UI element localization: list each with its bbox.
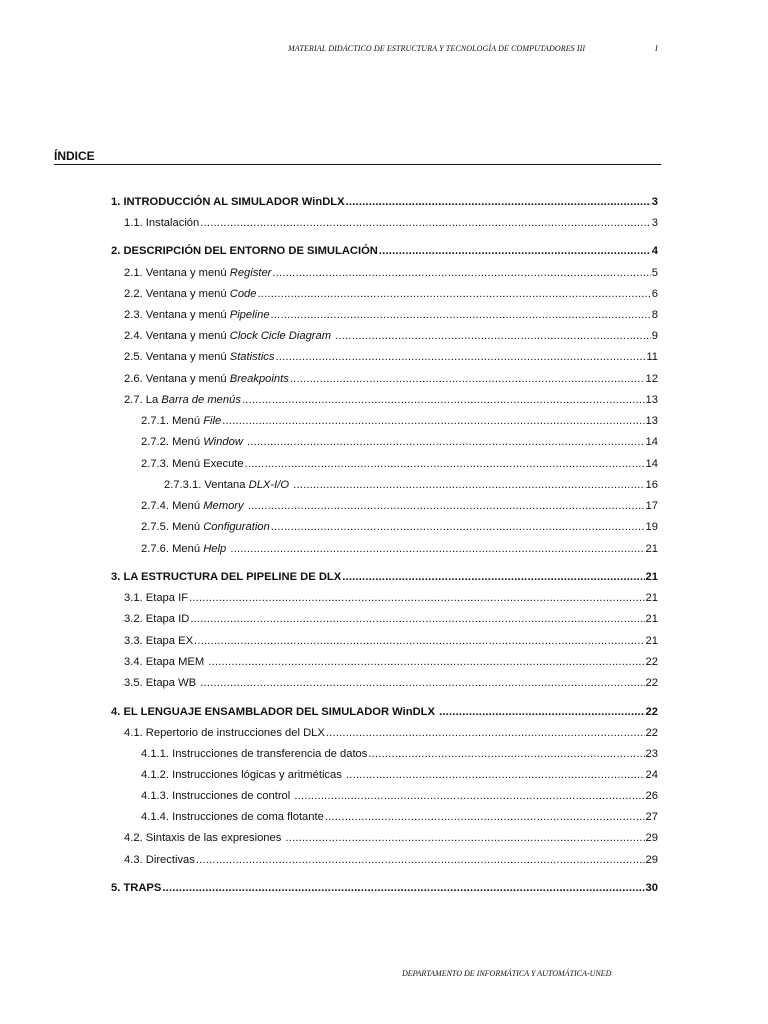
toc-entry [124, 634, 658, 648]
toc-entry-label: 2.7.1. Menú File [141, 415, 222, 427]
toc-entry-label: 2.4. Ventana y menú Clock Cicle Diagram [124, 330, 332, 342]
toc-entry [141, 520, 658, 534]
toc-leader-dots [379, 244, 651, 258]
toc-page-number: 26 [645, 790, 658, 802]
toc-leader-dots [230, 542, 644, 556]
toc-entry-label: 2.7.2. Menú Window [141, 436, 243, 448]
toc-entry-label: 1.1. Instalación [124, 217, 200, 229]
toc-entry-label: 4.3. Directivas [124, 854, 195, 866]
toc-entry [124, 393, 658, 407]
toc-entry [141, 747, 658, 761]
toc-entry [141, 435, 658, 449]
toc-entry [124, 676, 658, 690]
toc-page-number: 21 [645, 571, 658, 583]
toc-page-number: 14 [645, 458, 658, 470]
toc-entry-label: 4. EL LENGUAJE ENSAMBLADOR DEL SIMULADOR WinDLX [111, 706, 435, 718]
toc-page-number: 22 [645, 677, 658, 689]
toc-leader-dots [293, 478, 644, 492]
toc-entry-label: 2.5. Ventana y menú Statistics [124, 351, 275, 363]
toc-leader-dots [248, 499, 645, 513]
toc-leader-dots [271, 520, 645, 534]
toc-entry [141, 499, 658, 513]
toc-page-number: 16 [645, 479, 658, 491]
toc-leader-dots [245, 457, 645, 471]
toc-entry-label: 4.1.4. Instrucciones de coma flotante [141, 811, 324, 823]
toc-entry-label: 2.7.5. Menú Configuration [141, 521, 270, 533]
toc-page-number: 17 [645, 500, 658, 512]
toc-page-number: 21 [645, 592, 658, 604]
toc-entry [124, 329, 658, 343]
header-page-number: I [655, 44, 658, 53]
toc-entry [141, 542, 658, 556]
toc-leader-dots [325, 810, 645, 824]
toc-entry-label: 3.5. Etapa WB [124, 677, 197, 689]
page-footer: DEPARTAMENTO DE INFORMÁTICA Y AUTOMÁTICA-UNED [402, 969, 612, 978]
toc-page-number: 30 [645, 882, 658, 894]
toc-entry [111, 195, 658, 209]
toc-page-number: 11 [646, 351, 658, 363]
index-title-rule [54, 164, 661, 165]
toc-page-number: 3 [651, 217, 658, 229]
toc-leader-dots [439, 705, 644, 719]
toc-page-number: 21 [645, 635, 658, 647]
toc-leader-dots [285, 831, 644, 845]
toc-page-number: 3 [651, 196, 658, 208]
toc-entry-label: 2.7.4. Menú Memory [141, 500, 244, 512]
toc-entry [124, 308, 658, 322]
toc-leader-dots [189, 591, 644, 605]
toc-page-number: 23 [645, 748, 658, 760]
toc-page-number: 8 [651, 309, 658, 321]
toc-entry-label: 4.1.2. Instrucciones lógicas y aritméticas [141, 769, 342, 781]
toc-leader-dots [196, 853, 645, 867]
toc-entry-label: 1. INTRODUCCIÓN AL SIMULADOR WinDLX [111, 196, 345, 208]
toc-leader-dots [194, 634, 645, 648]
toc-entry [124, 591, 658, 605]
toc-page-number: 13 [645, 415, 658, 427]
toc-page-number: 29 [645, 854, 658, 866]
toc-entry [124, 350, 658, 364]
toc-entry [141, 768, 658, 782]
toc-entry-label: 2.7. La Barra de menús [124, 394, 241, 406]
toc-entry-label: 3.3. Etapa EX [124, 635, 194, 647]
toc-page-number: 4 [651, 245, 658, 257]
toc-page-number: 21 [645, 613, 658, 625]
toc-leader-dots [257, 287, 650, 301]
toc-page-number: 27 [645, 811, 658, 823]
toc-leader-dots [276, 350, 646, 364]
toc-entry-label: 3.4. Etapa MEM [124, 656, 205, 668]
toc-leader-dots [208, 655, 644, 669]
toc-page-number: 6 [651, 288, 658, 300]
toc-entry [111, 244, 658, 258]
toc-entry [111, 705, 658, 719]
toc-entry [124, 655, 658, 669]
toc-page-number: 9 [651, 330, 658, 342]
toc-entry-label: 2.7.3.1. Ventana DLX-I/O [164, 479, 290, 491]
toc-entry [164, 478, 658, 492]
toc-entry [111, 570, 658, 584]
toc-leader-dots [162, 881, 644, 895]
toc-leader-dots [346, 195, 651, 209]
toc-page-number: 24 [645, 769, 658, 781]
toc-leader-dots [190, 612, 644, 626]
index-title: ÍNDICE [54, 149, 95, 163]
toc-entry [124, 287, 658, 301]
toc-leader-dots [271, 308, 651, 322]
toc-leader-dots [335, 329, 651, 343]
toc-leader-dots [346, 768, 645, 782]
toc-entry-label: 2.6. Ventana y menú Breakpoints [124, 373, 289, 385]
toc-page-number: 13 [645, 394, 658, 406]
toc-entry-label: 4.1.1. Instrucciones de transferencia de datos [141, 748, 368, 760]
toc-leader-dots [272, 266, 650, 280]
toc-page-number: 22 [645, 656, 658, 668]
toc-leader-dots [290, 372, 645, 386]
toc-entry-label: 5. TRAPS [111, 882, 162, 894]
toc-entry [124, 726, 658, 740]
toc-page-number: 5 [651, 267, 658, 279]
toc-entry [124, 831, 658, 845]
toc-entry [141, 414, 658, 428]
toc-page-number: 29 [645, 832, 658, 844]
toc-leader-dots [200, 216, 651, 230]
toc-page-number: 22 [645, 706, 658, 718]
toc-page-number: 21 [645, 543, 658, 555]
toc-entry [124, 216, 658, 230]
toc-entry [141, 810, 658, 824]
toc-entry [124, 612, 658, 626]
toc-entry [111, 881, 658, 895]
toc-leader-dots [200, 676, 644, 690]
toc-entry-label: 2.7.6. Menú Help [141, 543, 227, 555]
toc-entry-label: 4.2. Sintaxis de las expresiones [124, 832, 282, 844]
toc-entry-label: 3. LA ESTRUCTURA DEL PIPELINE DE DLX [111, 571, 342, 583]
toc-entry [124, 853, 658, 867]
toc-page-number: 12 [645, 373, 658, 385]
toc-leader-dots [222, 414, 644, 428]
toc-entry-label: 4.1.3. Instrucciones de control [141, 790, 291, 802]
toc-entry [141, 789, 658, 803]
toc-entry [124, 372, 658, 386]
toc-entry-label: 3.1. Etapa IF [124, 592, 189, 604]
toc-entry-label: 2. DESCRIPCIÓN DEL ENTORNO DE SIMULACIÓN [111, 245, 378, 257]
toc-leader-dots [247, 435, 645, 449]
toc-entry-label: 2.3. Ventana y menú Pipeline [124, 309, 270, 321]
toc-page-number: 22 [645, 727, 658, 739]
header-title: MATERIAL DIDÁCTICO DE ESTRUCTURA Y TECNOLOGÍA DE COMPUTADORES III [288, 44, 586, 53]
toc-entry-label: 4.1. Repertorio de instrucciones del DLX [124, 727, 325, 739]
toc-page-number: 19 [645, 521, 658, 533]
toc-entry-label: 2.7.3. Menú Execute [141, 458, 244, 470]
toc-page-number: 14 [645, 436, 658, 448]
toc-entry-label: 2.1. Ventana y menú Register [124, 267, 272, 279]
toc-leader-dots [294, 789, 644, 803]
page-header [0, 44, 768, 58]
toc-entry-label: 2.2. Ventana y menú Code [124, 288, 257, 300]
toc-leader-dots [326, 726, 645, 740]
toc-leader-dots [368, 747, 644, 761]
toc-leader-dots [242, 393, 645, 407]
toc-leader-dots [342, 570, 644, 584]
toc-entry [141, 457, 658, 471]
toc-entry [124, 266, 658, 280]
toc-entry-label: 3.2. Etapa ID [124, 613, 190, 625]
